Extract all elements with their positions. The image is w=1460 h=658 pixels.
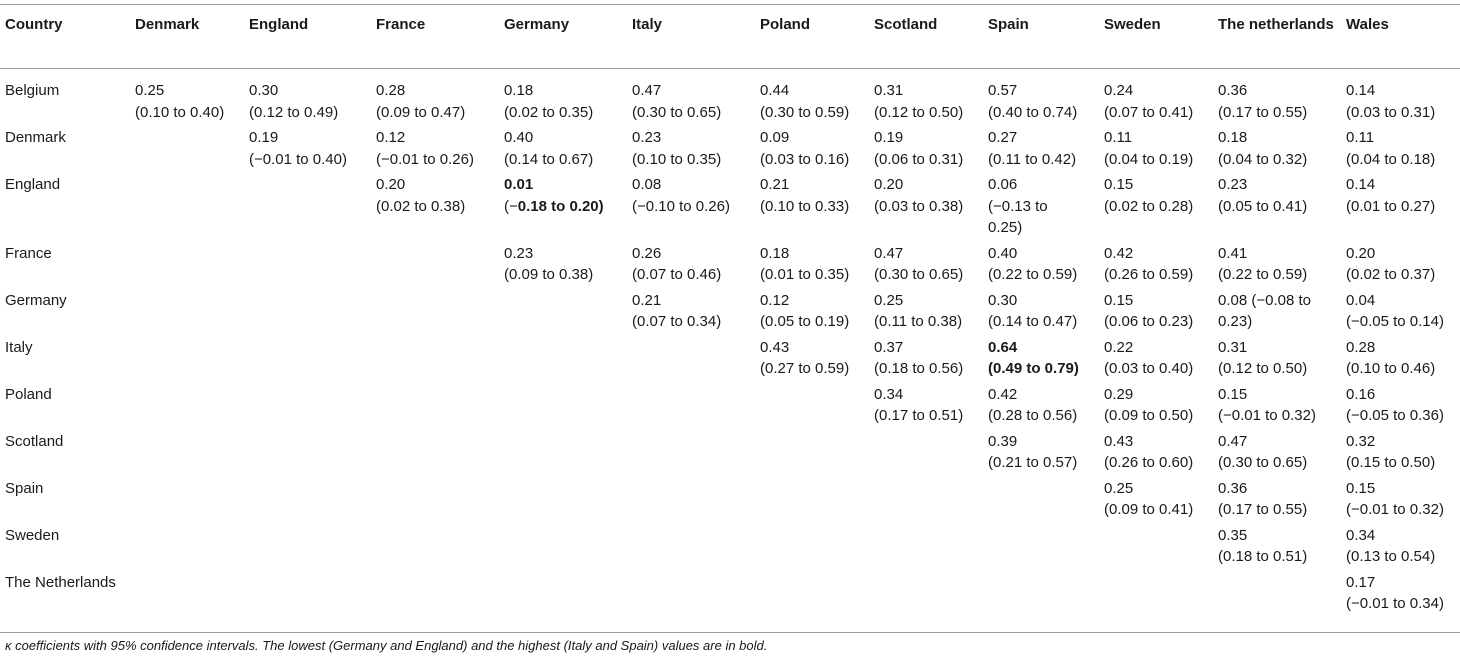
- row-label: Sweden: [5, 526, 60, 544]
- kappa-value: 0.20: [376, 176, 406, 193]
- table-cell: [130, 478, 244, 525]
- table-cell: [869, 127, 983, 174]
- table-cell: [499, 431, 627, 478]
- table-cell: [1099, 478, 1213, 525]
- kappa-value: 0.20: [874, 176, 904, 193]
- confidence-interval: (0.10 to 0.46): [1346, 360, 1436, 377]
- confidence-interval: (0.30 to 0.59): [760, 103, 850, 121]
- table-row: [0, 243, 1460, 290]
- table-cell: [627, 337, 755, 384]
- confidence-interval: (0.11 to 0.38): [874, 313, 963, 330]
- table-cell: [371, 431, 499, 478]
- table-cell: [755, 337, 869, 384]
- table-cell: [244, 69, 371, 128]
- table-cell: [244, 525, 371, 572]
- kappa-value: 0.14: [1346, 176, 1376, 193]
- table-cell: [1213, 174, 1341, 243]
- table-cell: [499, 478, 627, 525]
- confidence-interval: (0.11 to 0.42): [988, 150, 1077, 168]
- table-cell: [983, 127, 1099, 174]
- confidence-interval: (0.18 to 0.51): [1218, 548, 1308, 565]
- confidence-interval: (0.09 to 0.50): [1104, 407, 1194, 424]
- table-cell: [1341, 337, 1460, 384]
- confidence-interval: (−0.01 to 0.32): [1218, 407, 1316, 424]
- table-cell: [1213, 384, 1341, 431]
- confidence-interval: (−0.01 to 0.34): [1346, 595, 1444, 612]
- confidence-interval: (0.10 to 0.35): [632, 150, 722, 168]
- kappa-value: 0.34: [1346, 526, 1376, 544]
- table-cell: [130, 337, 244, 384]
- confidence-interval: (0.02 to 0.28): [1104, 197, 1194, 215]
- table-cell: [371, 384, 499, 431]
- column-header-england: England: [249, 16, 309, 33]
- kappa-value: 0.15: [1104, 291, 1134, 309]
- confidence-interval: (0.09 to 0.47): [376, 103, 466, 121]
- table-cell: [130, 572, 244, 633]
- table-cell: [627, 174, 755, 243]
- kappa-value: 0.12: [760, 291, 790, 309]
- table-cell: [244, 127, 371, 174]
- kappa-value: 0.20: [1346, 244, 1376, 262]
- kappa-value: 0.11: [1346, 129, 1375, 146]
- confidence-interval: (−0.05 to 0.14): [1346, 313, 1444, 330]
- table-cell: [627, 69, 755, 128]
- confidence-interval: (0.12 to 0.50): [874, 103, 964, 121]
- table-cell: [1099, 337, 1213, 384]
- table-cell: [244, 384, 371, 431]
- row-label: Spain: [5, 479, 44, 497]
- table-cell: [1099, 243, 1213, 290]
- table-cell: [869, 174, 983, 243]
- table-cell: [1099, 69, 1213, 128]
- table-cell: [1213, 572, 1341, 633]
- table-cell: [627, 572, 755, 633]
- confidence-interval: (0.21 to 0.57): [988, 454, 1078, 471]
- table-cell: [499, 337, 627, 384]
- table-cell: [130, 290, 244, 337]
- table-cell: [627, 127, 755, 174]
- kappa-value: 0.22: [1104, 338, 1134, 356]
- kappa-value: 0.06: [988, 176, 1018, 193]
- confidence-interval: (−0.05 to 0.36): [1346, 407, 1444, 424]
- confidence-interval: (0.04 to 0.32): [1218, 150, 1308, 168]
- column-header-germany: Germany: [504, 16, 570, 33]
- confidence-interval: (0.09 to 0.41): [1104, 501, 1194, 518]
- table-cell: [1341, 431, 1460, 478]
- table-cell: [244, 431, 371, 478]
- kappa-value: 0.43: [760, 338, 790, 356]
- table-cell: [869, 431, 983, 478]
- confidence-interval: (0.17 to 0.51): [874, 407, 964, 424]
- table-cell: [371, 572, 499, 633]
- confidence-interval: (0.06 to 0.23): [1104, 313, 1194, 330]
- confidence-interval: (0.02 to 0.35): [504, 103, 594, 121]
- table-row: [0, 431, 1460, 478]
- confidence-interval: (−0.10 to 0.26): [632, 197, 730, 215]
- table-cell: [755, 174, 869, 243]
- table-cell: [983, 431, 1099, 478]
- confidence-interval: (0.18 to 0.56): [874, 360, 964, 377]
- table-cell: [1099, 431, 1213, 478]
- confidence-interval: (0.05 to 0.41): [1218, 197, 1308, 215]
- table-cell: [499, 69, 627, 128]
- kappa-value: 0.41: [1218, 244, 1248, 262]
- kappa-value: 0.31: [1218, 338, 1248, 356]
- table-cell: [755, 525, 869, 572]
- table-cell: [1213, 69, 1341, 128]
- table-cell: [869, 69, 983, 128]
- kappa-value: 0.44: [760, 82, 790, 99]
- column-header-france: France: [376, 16, 426, 33]
- kappa-value: 0.14: [1346, 82, 1376, 99]
- table-cell: [755, 478, 869, 525]
- kappa-value: 0.36: [1218, 479, 1248, 497]
- row-label: France: [5, 244, 52, 262]
- confidence-interval: (0.22 to 0.59): [988, 266, 1078, 283]
- table-cell: [755, 572, 869, 633]
- confidence-interval: (0.07 to 0.41): [1104, 103, 1194, 121]
- confidence-interval: (−0.01 to 0.40): [249, 150, 347, 168]
- table-cell: [1099, 127, 1213, 174]
- table-cell: [499, 525, 627, 572]
- table-row: [0, 478, 1460, 525]
- table-cell: [244, 337, 371, 384]
- column-header-scotland: Scotland: [874, 16, 938, 33]
- kappa-value: 0.36: [1218, 82, 1248, 99]
- confidence-interval: (0.04 to 0.18): [1346, 150, 1436, 168]
- confidence-interval: (0.14 to 0.67): [504, 150, 594, 168]
- ci-bold: 0.18 to 0.20): [517, 197, 604, 215]
- table-row: [0, 384, 1460, 431]
- table-cell: [983, 478, 1099, 525]
- table-cell: [983, 337, 1099, 384]
- table-cell: [869, 572, 983, 633]
- table-cell: [499, 127, 627, 174]
- confidence-interval: 0.23): [1218, 313, 1253, 330]
- column-header-country: Country: [5, 16, 63, 33]
- table-cell: [983, 290, 1099, 337]
- table-cell: [755, 127, 869, 174]
- table-cell: [627, 478, 755, 525]
- table-cell: [1213, 290, 1341, 337]
- table-cell: [499, 174, 627, 243]
- table-cell: [371, 243, 499, 290]
- kappa-value: 0.15: [1218, 385, 1248, 403]
- table-cell: [1341, 174, 1460, 243]
- table-header-row: [0, 5, 1460, 69]
- confidence-interval: (0.12 to 0.49): [249, 103, 339, 121]
- confidence-interval: (0.03 to 0.38): [874, 197, 964, 215]
- confidence-interval: (0.02 to 0.37): [1346, 266, 1436, 283]
- confidence-interval: (0.26 to 0.60): [1104, 454, 1194, 471]
- table-cell: [130, 525, 244, 572]
- kappa-value: 0.18: [1218, 129, 1248, 146]
- confidence-interval: (0.06 to 0.31): [874, 150, 964, 168]
- table-cell: [627, 525, 755, 572]
- table-cell: [244, 243, 371, 290]
- confidence-interval: (0.03 to 0.40): [1104, 360, 1194, 377]
- confidence-interval-continued: 0.25): [988, 219, 1023, 236]
- confidence-interval: (0.13 to 0.54): [1346, 548, 1436, 565]
- kappa-value: 0.12: [376, 129, 406, 146]
- table-cell: [1099, 525, 1213, 572]
- table-cell: [1341, 384, 1460, 431]
- column-header-italy: Italy: [632, 16, 663, 33]
- table-cell: [130, 243, 244, 290]
- kappa-value: 0.18: [760, 244, 790, 262]
- table-row: [0, 525, 1460, 572]
- kappa-value: 0.01: [504, 176, 534, 193]
- table-cell: [371, 337, 499, 384]
- table-row: [0, 290, 1460, 337]
- kappa-value: 0.39: [988, 432, 1018, 450]
- table-footnote: κ coefficients with 95% confidence intervals. The lowest (Germany and England) and the highest (Italy and Spain) values are in bold.: [5, 638, 768, 653]
- table-cell: [983, 384, 1099, 431]
- kappa-value: 0.21: [760, 176, 790, 193]
- table-cell: [371, 174, 499, 243]
- kappa-value: 0.64: [988, 338, 1018, 356]
- confidence-interval: (0.49 to 0.79): [988, 360, 1079, 377]
- kappa-value: 0.23: [1218, 176, 1248, 193]
- confidence-interval: (0.09 to 0.38): [504, 266, 594, 283]
- table-cell: [1341, 478, 1460, 525]
- table-cell: [1099, 174, 1213, 243]
- confidence-interval: (0.03 to 0.31): [1346, 103, 1436, 121]
- kappa-agreement-table: [0, 4, 1460, 633]
- table-cell: [869, 243, 983, 290]
- table-cell: [869, 525, 983, 572]
- confidence-interval: (0.30 to 0.65): [1218, 454, 1308, 471]
- table-cell: [627, 243, 755, 290]
- table-cell: [1341, 290, 1460, 337]
- kappa-value: 0.09: [760, 129, 790, 146]
- confidence-interval: (0.01 to 0.27): [1346, 197, 1436, 215]
- kappa-value: 0.25: [874, 291, 904, 309]
- row-label: England: [5, 176, 61, 193]
- table-row: [0, 69, 1460, 128]
- kappa-value: 0.19: [249, 129, 279, 146]
- kappa-value: 0.25: [1104, 479, 1134, 497]
- confidence-interval: (0.30 to 0.65): [874, 266, 964, 283]
- kappa-value: 0.31: [874, 82, 904, 99]
- table-cell: [371, 290, 499, 337]
- kappa-value: 0.30: [249, 82, 279, 99]
- column-header-sweden: Sweden: [1104, 16, 1161, 33]
- kappa-value: 0.11: [1104, 129, 1133, 146]
- kappa-value: 0.24: [1104, 82, 1134, 99]
- confidence-interval: (0.10 to 0.33): [760, 197, 850, 215]
- kappa-value: 0.04: [1346, 291, 1376, 309]
- column-header-denmark: Denmark: [135, 16, 200, 33]
- confidence-interval: (0.01 to 0.35): [760, 266, 850, 283]
- confidence-interval: (−0.01 to 0.26): [376, 150, 474, 168]
- table-cell: [869, 337, 983, 384]
- table-cell: [499, 384, 627, 431]
- kappa-value: 0.19: [874, 129, 904, 146]
- table-cell: [1099, 572, 1213, 633]
- kappa-value: 0.23: [632, 129, 662, 146]
- kappa-value: 0.21: [632, 291, 662, 309]
- confidence-interval: (0.14 to 0.47): [988, 313, 1078, 330]
- table-cell: [244, 174, 371, 243]
- row-label: Scotland: [5, 432, 64, 450]
- table-cell: [1213, 431, 1341, 478]
- kappa-value: 0.17: [1346, 573, 1376, 591]
- table-row: [0, 572, 1460, 633]
- kappa-value: 0.34: [874, 385, 904, 403]
- table-row: [0, 337, 1460, 384]
- column-header-poland: Poland: [760, 16, 811, 33]
- kappa-value: 0.47: [874, 244, 904, 262]
- table-cell: [499, 243, 627, 290]
- table-cell: [244, 290, 371, 337]
- confidence-interval: (0.28 to 0.56): [988, 407, 1078, 424]
- row-label: The Netherlands: [5, 573, 116, 591]
- column-header-spain: Spain: [988, 16, 1029, 33]
- confidence-interval: (0.17 to 0.55): [1218, 103, 1308, 121]
- confidence-interval: (0.02 to 0.38): [376, 197, 466, 215]
- row-label: Italy: [5, 338, 33, 356]
- table-cell: [371, 478, 499, 525]
- table-row: [0, 127, 1460, 174]
- kappa-value: 0.16: [1346, 385, 1376, 403]
- confidence-interval: (0.26 to 0.59): [1104, 266, 1194, 283]
- confidence-interval: (0.05 to 0.19): [760, 313, 850, 330]
- confidence-interval: (0.07 to 0.34): [632, 313, 722, 330]
- kappa-value: 0.15: [1104, 176, 1134, 193]
- table-cell: [130, 384, 244, 431]
- table-cell: [1213, 127, 1341, 174]
- kappa-value: 0.57: [988, 82, 1018, 99]
- kappa-value: 0.30: [988, 291, 1018, 309]
- table-cell: [244, 572, 371, 633]
- kappa-value: 0.15: [1346, 479, 1376, 497]
- row-label: Belgium: [5, 82, 60, 99]
- kappa-value: 0.42: [1104, 244, 1134, 262]
- table-cell: [244, 478, 371, 525]
- kappa-value: 0.18: [504, 82, 534, 99]
- confidence-interval: (0.07 to 0.46): [632, 266, 722, 283]
- table-cell: [130, 431, 244, 478]
- kappa-value: 0.08: [632, 176, 662, 193]
- table-cell: [371, 127, 499, 174]
- kappa-value: 0.42: [988, 385, 1018, 403]
- table-cell: [1099, 290, 1213, 337]
- table-cell: [869, 384, 983, 431]
- kappa-value: 0.28: [376, 82, 406, 99]
- table-cell: [627, 431, 755, 478]
- table-cell: [627, 384, 755, 431]
- table-cell: [371, 69, 499, 128]
- column-header-wales: Wales: [1346, 16, 1389, 33]
- table-cell: [1341, 127, 1460, 174]
- table-cell: [627, 290, 755, 337]
- confidence-interval: [504, 196, 625, 218]
- kappa-value: 0.40: [988, 244, 1018, 262]
- table-cell: [755, 69, 869, 128]
- table-cell: [130, 174, 244, 243]
- row-label: Germany: [5, 291, 67, 309]
- kappa-value: 0.35: [1218, 526, 1248, 544]
- table-cell: [1213, 337, 1341, 384]
- table-cell: [1099, 384, 1213, 431]
- confidence-interval: (0.17 to 0.55): [1218, 501, 1308, 518]
- confidence-interval: (−0.13 to: [988, 197, 1048, 215]
- confidence-interval: (0.10 to 0.40): [135, 103, 225, 121]
- kappa-value: 0.43: [1104, 432, 1134, 450]
- confidence-interval: (0.03 to 0.16): [760, 150, 850, 168]
- table-cell: [869, 478, 983, 525]
- table-cell: [1341, 525, 1460, 572]
- kappa-value: 0.27: [988, 129, 1018, 146]
- confidence-interval: (−0.01 to 0.32): [1346, 501, 1444, 518]
- kappa-value: 0.29: [1104, 385, 1134, 403]
- kappa-value: 0.08 (−0.08 to: [1218, 291, 1311, 309]
- kappa-value: 0.47: [1218, 432, 1248, 450]
- confidence-interval: (0.12 to 0.50): [1218, 360, 1308, 377]
- kappa-value: 0.32: [1346, 432, 1376, 450]
- table-cell: [983, 243, 1099, 290]
- table-cell: [130, 127, 244, 174]
- column-header-the-netherlands: The netherlands: [1218, 16, 1334, 33]
- kappa-value: 0.26: [632, 244, 662, 262]
- table-body: [0, 69, 1460, 633]
- table-cell: [1341, 243, 1460, 290]
- kappa-value: 0.40: [504, 129, 534, 146]
- confidence-interval: (0.22 to 0.59): [1218, 266, 1308, 283]
- confidence-interval: (0.40 to 0.74): [988, 103, 1078, 121]
- table-cell: [755, 243, 869, 290]
- kappa-value: 0.47: [632, 82, 662, 99]
- table-row: [0, 174, 1460, 243]
- table-cell: [983, 525, 1099, 572]
- table-cell: [1213, 525, 1341, 572]
- row-label: Poland: [5, 385, 52, 403]
- kappa-value: 0.28: [1346, 338, 1376, 356]
- table-cell: [499, 290, 627, 337]
- row-label: Denmark: [5, 129, 66, 146]
- confidence-interval: (0.27 to 0.59): [760, 360, 850, 377]
- table-cell: [983, 69, 1099, 128]
- table-cell: [983, 572, 1099, 633]
- table-cell: [755, 431, 869, 478]
- confidence-interval: (0.15 to 0.50): [1346, 454, 1436, 471]
- kappa-value: 0.37: [874, 338, 904, 356]
- table-cell: [1213, 478, 1341, 525]
- table-cell: [1341, 572, 1460, 633]
- kappa-value: 0.25: [135, 82, 165, 99]
- table-cell: [371, 525, 499, 572]
- table-cell: [1341, 69, 1460, 128]
- table-cell: [869, 290, 983, 337]
- confidence-interval: (0.04 to 0.19): [1104, 150, 1194, 168]
- ci-prefix: (−: [504, 197, 518, 215]
- confidence-interval: (0.30 to 0.65): [632, 103, 722, 121]
- table-cell: [1213, 243, 1341, 290]
- table-cell: [130, 69, 244, 128]
- table-cell: [983, 174, 1099, 243]
- table-cell: [755, 290, 869, 337]
- table-cell: [755, 384, 869, 431]
- kappa-value: 0.23: [504, 244, 534, 262]
- table-cell: [499, 572, 627, 633]
